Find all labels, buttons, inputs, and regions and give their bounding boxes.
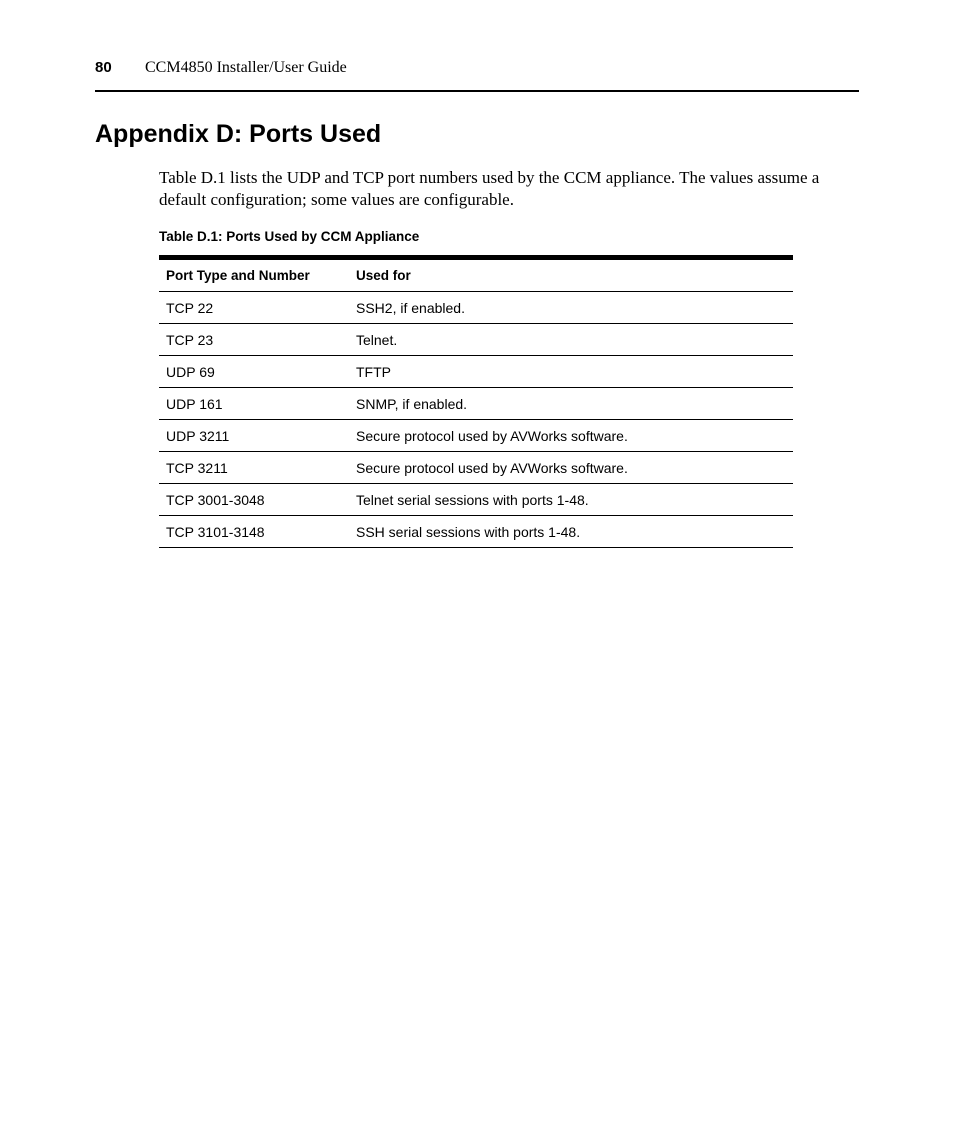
header-used-for: Used for: [349, 258, 793, 292]
port-cell: TCP 3001-3048: [159, 484, 349, 516]
port-cell: TCP 3211: [159, 452, 349, 484]
appendix-title: Appendix D: Ports Used: [95, 120, 382, 148]
usage-cell: Secure protocol used by AVWorks software.: [349, 420, 793, 452]
table-row: [159, 516, 793, 548]
running-header: [95, 58, 859, 92]
table-row: [159, 420, 793, 452]
usage-cell: TFTP: [349, 356, 793, 388]
page-number: 80: [95, 59, 112, 76]
usage-cell: Telnet.: [349, 324, 793, 356]
table-header-row: [159, 258, 793, 292]
table-row: [159, 324, 793, 356]
table-row: [159, 452, 793, 484]
port-cell: UDP 3211: [159, 420, 349, 452]
intro-paragraph: Table D.1 lists the UDP and TCP port numbers used by the CCM appliance. The values assume a default configuration; some values are configurable.: [159, 168, 820, 209]
port-cell: TCP 23: [159, 324, 349, 356]
port-cell: TCP 3101-3148: [159, 516, 349, 548]
table-row: [159, 292, 793, 324]
table-row: [159, 356, 793, 388]
usage-cell: SSH2, if enabled.: [349, 292, 793, 324]
header-port-type: Port Type and Number: [159, 258, 349, 292]
usage-cell: Secure protocol used by AVWorks software.: [349, 452, 793, 484]
table-caption: Table D.1: Ports Used by CCM Appliance: [159, 229, 420, 244]
usage-cell: SSH serial sessions with ports 1-48.: [349, 516, 793, 548]
usage-cell: Telnet serial sessions with ports 1-48.: [349, 484, 793, 516]
guide-title: CCM4850 Installer/User Guide: [145, 59, 347, 76]
table-row: [159, 388, 793, 420]
usage-cell: SNMP, if enabled.: [349, 388, 793, 420]
ports-table: [159, 255, 793, 548]
port-cell: TCP 22: [159, 292, 349, 324]
table-row: [159, 484, 793, 516]
port-cell: UDP 161: [159, 388, 349, 420]
port-cell: UDP 69: [159, 356, 349, 388]
